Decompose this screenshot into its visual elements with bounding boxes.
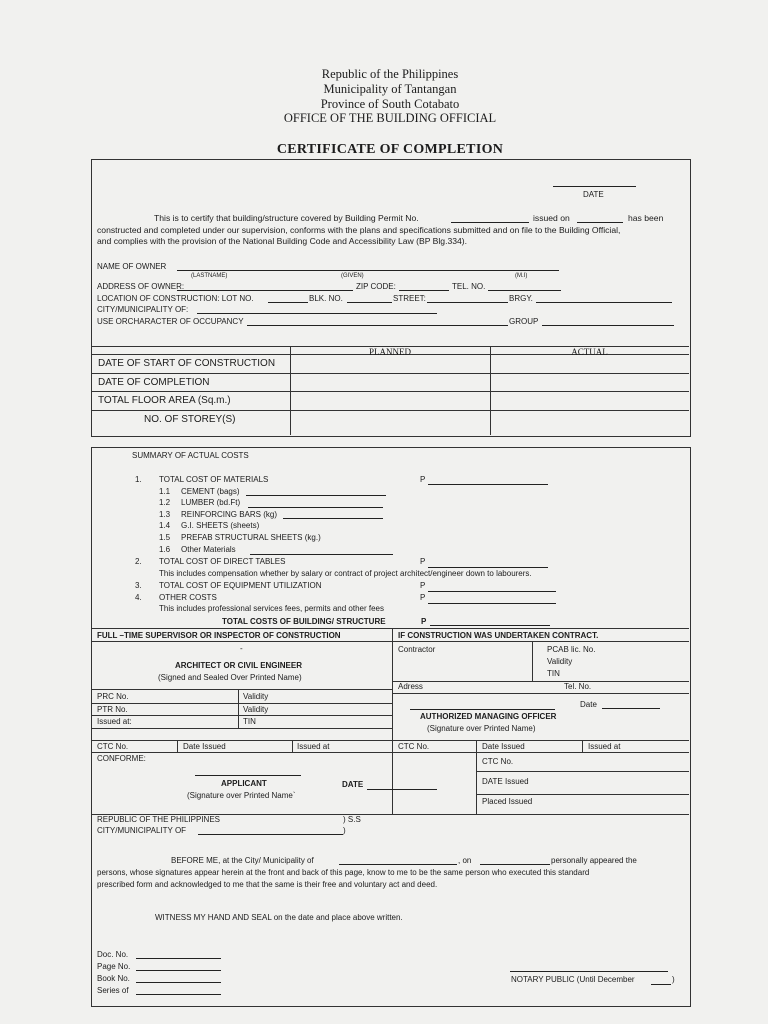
- costs-title: SUMMARY OF ACTUAL COSTS: [132, 451, 249, 460]
- cost-sub-6-num: 1.6: [159, 545, 171, 554]
- before-me-date-field[interactable]: [480, 864, 550, 865]
- contract-date-issued-label: Date Issued: [482, 742, 525, 751]
- date-label: DATE: [583, 190, 604, 199]
- page-no-field[interactable]: [136, 970, 221, 971]
- group-field[interactable]: [542, 325, 674, 326]
- page-no-label: Page No.: [97, 962, 131, 971]
- cost-sub-1-field[interactable]: [246, 495, 386, 496]
- schedule-divider-1: [290, 346, 291, 435]
- architect-label: ARCHITECT OR CIVIL ENGINEER: [175, 661, 302, 670]
- series-label: Series of: [97, 986, 129, 995]
- contract-validity-label: Validity: [547, 657, 573, 666]
- pcab-divider: [532, 641, 533, 681]
- applicant-signature-caption: (Signature over Printed Name`: [187, 791, 296, 800]
- total-costs-field[interactable]: [430, 625, 550, 626]
- permit-no-field[interactable]: [451, 222, 529, 223]
- notary-city-label: CITY/MUNICIPALITY OF: [97, 826, 187, 835]
- contract-rule-2: [392, 693, 689, 694]
- tel-label: TEL. NO.: [452, 282, 486, 291]
- cost-sub-2-label: LUMBER (bd.Ft): [181, 498, 241, 507]
- cost-item-1-num: 1.: [135, 475, 142, 484]
- supervisor-rule-2: [91, 703, 392, 704]
- planned-header: PLANNED: [369, 347, 411, 357]
- header-municipality: Municipality of Tantangan: [323, 82, 457, 96]
- cost-item-4-num: 4.: [135, 593, 142, 602]
- grid-header-rule: [91, 641, 689, 642]
- schedule-row-storeys: NO. OF STOREY(S): [144, 414, 236, 425]
- notary-until-field[interactable]: [651, 984, 671, 985]
- cost-sub-1-label: CEMENT (bags): [181, 487, 240, 496]
- owner-mi-caption: (M.I): [515, 273, 528, 279]
- blk-field[interactable]: [347, 302, 392, 303]
- costs-section: [91, 447, 691, 1007]
- cost-sub-5-num: 1.5: [159, 533, 171, 542]
- supervisor-header: FULL –TIME SUPERVISOR OR INSPECTOR OF CONSTRUCTION: [97, 631, 341, 640]
- grid-center-divider: [392, 628, 393, 814]
- zip-field[interactable]: [399, 290, 449, 291]
- cost-sub-1-num: 1.1: [159, 487, 171, 496]
- contract-rule-1: [392, 681, 689, 682]
- before-me-city-field[interactable]: [339, 864, 457, 865]
- cost-item-2-field[interactable]: [428, 567, 548, 568]
- supervisor-ctc-label: CTC No.: [97, 742, 129, 751]
- cost-item-3-label: TOTAL COST OF EQUIPMENT UTILIZATION: [159, 581, 322, 590]
- schedule-divider-2: [490, 346, 491, 435]
- certify-line-3: and complies with the provision of the National Building Code and Accessibility Law (BP Blg.334).: [97, 236, 468, 246]
- cost-sub-5-label: PREFAB STRUCTURAL SHEETS (kg.): [181, 533, 321, 542]
- officer-label: AUTHORIZED MANAGING OFFICER: [420, 712, 557, 721]
- applicant-ctc-label: CTC No.: [482, 757, 514, 766]
- ctc-bottom-rule: [91, 752, 689, 753]
- applicant-date-field[interactable]: [367, 789, 437, 790]
- ctc-divider-4: [582, 740, 583, 752]
- certify-issued-on: issued on: [533, 213, 570, 223]
- applicant-label: APPLICANT: [221, 779, 267, 788]
- cost-sub-6-field[interactable]: [250, 554, 393, 555]
- notary-city-paren: ): [343, 826, 346, 835]
- zip-label: ZIP CODE:: [356, 282, 396, 291]
- actual-header: ACTUAL: [571, 347, 608, 357]
- schedule-row-floor-area: TOTAL FLOOR AREA (Sq.m.): [98, 395, 231, 406]
- before-me-a: BEFORE ME, at the City/ Municipality of: [171, 856, 314, 865]
- owner-name-label: NAME OF OWNER: [97, 262, 167, 271]
- page-title: CERTIFICATE OF COMPLETION: [276, 142, 504, 157]
- certify-text-a: This is to certify that building/structure covered by Building Permit No.: [154, 213, 419, 223]
- notary-persons: persons, whose signatures appear herein at the front and back of this page, know to me to be the same person who executed this standard: [97, 868, 590, 877]
- book-no-field[interactable]: [136, 982, 221, 983]
- schedule-row-completion: DATE OF COMPLETION: [98, 377, 210, 388]
- notary-witness: WITNESS MY HAND AND SEAL on the date and place above written.: [155, 913, 403, 922]
- ctc-divider-3: [476, 740, 477, 752]
- cost-item-3-num: 3.: [135, 581, 142, 590]
- placed-issued-label: Placed Issued: [482, 797, 533, 806]
- blk-label: BLK. NO.: [309, 294, 343, 303]
- notary-city-field[interactable]: [198, 834, 343, 835]
- applicant-rule-2: [476, 794, 689, 795]
- book-no-label: Book No.: [97, 974, 130, 983]
- prc-label: PRC No.: [97, 692, 129, 701]
- schedule-row-rule-2: [91, 391, 689, 392]
- cost-item-4-field[interactable]: [428, 603, 556, 604]
- cost-item-1-peso: P: [420, 475, 426, 484]
- applicant-right-divider: [476, 752, 477, 814]
- supervisor-issued-at-label: Issued at: [297, 742, 330, 751]
- location-label: LOCATION OF CONSTRUCTION: LOT NO.: [97, 294, 254, 303]
- cost-sub-4-label: G.I. SHEETS (sheets): [181, 521, 260, 530]
- conforme-label: CONFORME:: [97, 754, 146, 763]
- cost-item-3-peso: P: [420, 581, 426, 590]
- contract-date-field[interactable]: [602, 708, 660, 709]
- use-field[interactable]: [247, 325, 508, 326]
- owner-address-label: ADDRESS OF OWNER:: [97, 282, 185, 291]
- grid-top-rule: [91, 628, 689, 629]
- cost-sub-2-field[interactable]: [248, 507, 383, 508]
- doc-no-field[interactable]: [136, 958, 221, 959]
- schedule-row-rule-3: [91, 410, 689, 411]
- before-me-b: , on: [458, 856, 472, 865]
- ctc-divider-1: [177, 740, 178, 752]
- pcab-label: PCAB lic. No.: [547, 645, 596, 654]
- cost-item-1-field[interactable]: [428, 484, 548, 485]
- issued-on-field[interactable]: [577, 222, 623, 223]
- adress-label: Adress: [398, 682, 423, 691]
- certify-has-been: has been: [628, 213, 664, 223]
- header-republic: Republic of the Philippines: [321, 67, 459, 81]
- header-province: Province of South Cotabato: [320, 97, 460, 111]
- supervisor-rule-3: [91, 715, 392, 716]
- brgy-field[interactable]: [536, 302, 672, 303]
- applicant-date-issued-label: DATE Issued: [482, 777, 529, 786]
- cost-sub-2-num: 1.2: [159, 498, 171, 507]
- schedule-row-start: DATE OF START OF CONSTRUCTION: [98, 358, 276, 369]
- applicant-rule-1: [476, 771, 689, 772]
- cost-item-2-peso: P: [420, 557, 426, 566]
- issued-at-label: Issued at:: [97, 717, 132, 726]
- group-label: GROUP: [509, 317, 539, 326]
- notary-ss: ) S.S: [343, 815, 361, 824]
- supervisor-rule-4: [91, 728, 392, 729]
- owner-name-field[interactable]: [177, 270, 559, 271]
- notary-signature-line[interactable]: [510, 971, 668, 972]
- cost-item-2-label: TOTAL COST OF DIRECT TABLES: [159, 557, 286, 566]
- date-line: [553, 186, 636, 187]
- header-office: OFFICE OF THE BUILDING OFFICIAL: [283, 111, 497, 125]
- contract-issued-at-label: Issued at: [588, 742, 621, 751]
- use-label: USE ORCHARACTER OF OCCUPANCY: [97, 317, 244, 326]
- total-costs-label: TOTAL COSTS OF BUILDING/ STRUCTURE: [222, 617, 386, 626]
- series-field[interactable]: [136, 994, 221, 995]
- certify-line-2: constructed and completed under our supervision, conforms with the plans and specifications submitted and on file to the Building Official,: [97, 225, 621, 235]
- ptr-label: PTR No.: [97, 705, 128, 714]
- notary-republic: REPUBLIC OF THE PHILIPPINES: [97, 815, 220, 824]
- street-label: STREET:: [393, 294, 426, 303]
- street-field[interactable]: [427, 302, 508, 303]
- officer-signature-line[interactable]: [410, 709, 555, 710]
- lot-no-field[interactable]: [268, 302, 308, 303]
- before-me-c: personally appeared the: [551, 856, 637, 865]
- cost-item-2-num: 2.: [135, 557, 142, 566]
- cost-sub-3-label: REINFORCING BARS (kg): [181, 510, 278, 519]
- cost-item-3-field[interactable]: [428, 591, 556, 592]
- total-costs-peso: P: [421, 617, 427, 626]
- supervisor-col-divider: [238, 689, 239, 728]
- ctc-top-rule: [91, 740, 689, 741]
- cost-item-4-label: OTHER COSTS: [159, 593, 217, 602]
- cost-sub-6-label: Other Materials: [181, 545, 236, 554]
- contract-date-label: Date: [580, 700, 597, 709]
- supervisor-date-issued-label: Date Issued: [183, 742, 226, 751]
- architect-signed-caption: (Signed and Sealed Over Printed Name): [158, 673, 302, 682]
- cost-sub-4-num: 1.4: [159, 521, 171, 530]
- contract-tin-label: TIN: [547, 669, 560, 678]
- supervisor-tin-label: TIN: [243, 717, 256, 726]
- brgy-label: BRGY.: [509, 294, 533, 303]
- contract-tel-label: Tel. No.: [564, 682, 592, 691]
- owner-lastname-caption: (LASTNAME): [191, 273, 228, 279]
- applicant-date-label: DATE: [342, 780, 364, 789]
- cost-item-4-peso: P: [420, 593, 426, 602]
- contract-header: IF CONSTRUCTION WAS UNDERTAKEN CONTRACT.: [398, 631, 599, 640]
- ptr-validity-label: Validity: [243, 705, 269, 714]
- applicant-signature-line[interactable]: [195, 775, 301, 776]
- cost-item-4-note: This includes professional services fees, permits and other fees: [159, 604, 384, 613]
- cost-item-2-note: This includes compensation whether by salary or contract of project architect/engineer down to labourers.: [159, 569, 532, 578]
- officer-signature-caption: (Signature over Printed Name): [427, 724, 536, 733]
- owner-address-field[interactable]: [177, 290, 353, 291]
- notary-public-paren: ): [672, 975, 675, 984]
- notary-prescribed: prescribed form and acknowledged to me that the same is their free and voluntary act and deed.: [97, 880, 438, 889]
- certify-line-1: [154, 213, 419, 224]
- prc-validity-label: Validity: [243, 692, 269, 701]
- tel-field[interactable]: [488, 290, 561, 291]
- ctc-divider-2: [292, 740, 293, 752]
- contract-ctc-label: CTC No.: [398, 742, 430, 751]
- notary-public-label: NOTARY PUBLIC (Until December: [511, 975, 635, 984]
- owner-given-caption: (GIVEN): [341, 273, 364, 279]
- cost-sub-3-field[interactable]: [283, 518, 383, 519]
- doc-no-label: Doc. No.: [97, 950, 129, 959]
- schedule-row-rule-1: [91, 373, 689, 374]
- supervisor-dot: -: [240, 644, 243, 653]
- city-field[interactable]: [197, 313, 437, 314]
- cost-sub-3-num: 1.3: [159, 510, 171, 519]
- supervisor-rule-1: [91, 689, 392, 690]
- city-label: CITY/MUNICIPALITY OF:: [97, 305, 189, 314]
- cost-item-1-label: TOTAL COST OF MATERIALS: [159, 475, 269, 484]
- contractor-label: Contractor: [398, 645, 436, 654]
